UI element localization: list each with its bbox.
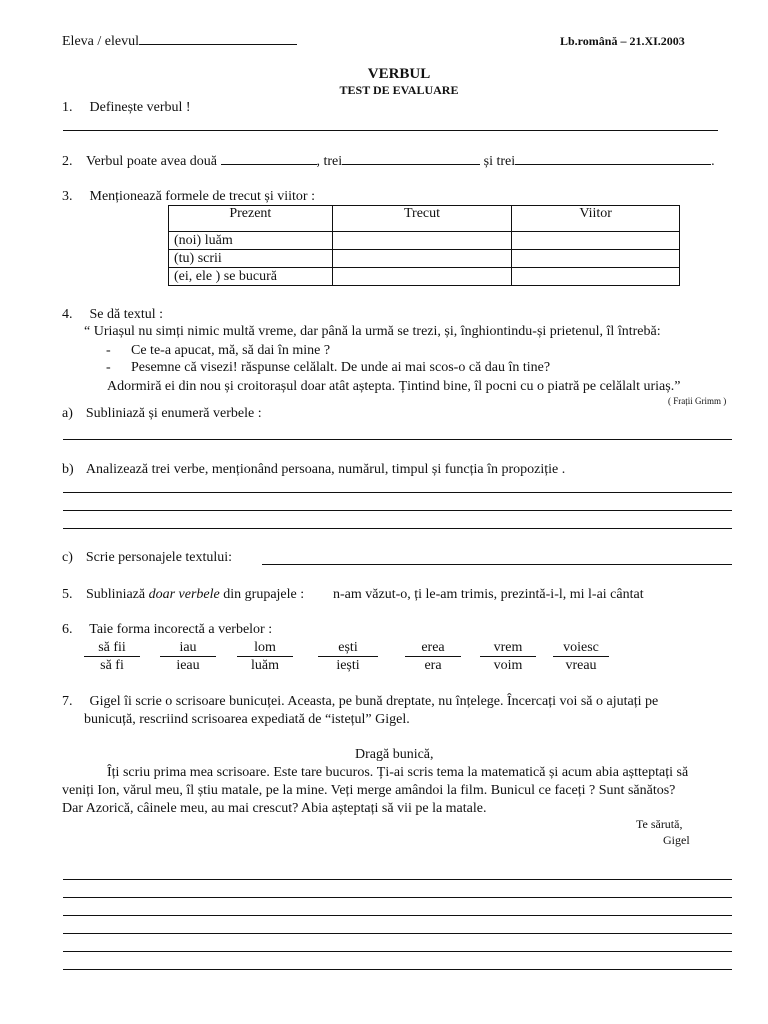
q4-text: Se dă textul : <box>89 307 163 322</box>
answer-line-c[interactable] <box>262 564 732 565</box>
future-answer-cell[interactable] <box>512 232 680 250</box>
col-header-prezent: Prezent <box>169 206 333 232</box>
letter-line-2: veniți Ion, vărul meu, îl știu matale, pe la mine. Veți merge amândoi la film. Bunicul ce faceți ? Sunt sănătos? <box>62 783 676 798</box>
qb-label: b) <box>62 462 74 477</box>
q6-text: Taie forma incorectă a verbelor : <box>89 622 273 637</box>
verb-form-top: erea <box>405 639 461 657</box>
quote-line-2: Ce te-a apucat, mă, să dai în mine ? <box>131 343 331 358</box>
quote-line-3: Pesemne că visezi! răspunse celălalt. De unde ai mai scos-o că dau în tine? <box>131 360 551 375</box>
rewrite-line-5[interactable] <box>63 951 732 952</box>
question-6 <box>62 621 272 638</box>
dialogue-dash: - <box>106 360 111 375</box>
table-row <box>169 268 680 286</box>
rewrite-line-3[interactable] <box>63 915 732 916</box>
answer-line-b1[interactable] <box>63 492 732 493</box>
table-row <box>169 250 680 268</box>
quote-line-1: “ Uriașul nu simți nimic multă vreme, dar până la urmă se trezi, și, înghiontindu-și prietenul, îl întrebă: <box>84 324 661 339</box>
table-row <box>169 232 680 250</box>
letter-signature: Gigel <box>663 833 690 847</box>
page-subtitle: TEST DE EVALUARE <box>339 83 459 97</box>
verb-form-top: ești <box>318 639 378 657</box>
verb-pair-1[interactable] <box>84 639 140 674</box>
verb-pair-6[interactable] <box>480 639 536 674</box>
verb-pair-5[interactable] <box>405 639 461 674</box>
question-5 <box>62 586 304 603</box>
qa-label: a) <box>62 406 73 421</box>
present-form: (ei, ele ) se bucură <box>169 268 333 286</box>
qc-text: Scrie personajele textului: <box>85 550 233 565</box>
verb-form-bottom: era <box>424 658 442 673</box>
verb-pair-3[interactable] <box>237 639 293 674</box>
q2-blank-3[interactable] <box>515 152 711 165</box>
verb-form-bottom: voim <box>493 658 523 673</box>
q1-text: Definește verbul ! <box>89 100 191 115</box>
question-a <box>62 405 262 422</box>
q2-part2: , trei <box>316 154 343 169</box>
page-title: VERBUL <box>367 66 431 82</box>
verb-form-top: să fii <box>84 639 140 657</box>
verb-form-top: iau <box>160 639 216 657</box>
answer-line-b2[interactable] <box>63 510 732 511</box>
student-name-line <box>62 32 297 50</box>
answer-line-q1[interactable] <box>63 130 718 131</box>
verb-form-bottom: iești <box>336 658 360 673</box>
q5-pre: Subliniază <box>86 587 149 602</box>
q2-end: . <box>711 154 715 169</box>
question-b <box>62 461 565 478</box>
q6-number: 6. <box>62 622 73 637</box>
letter-line-3: Dar Azorică, câinele meu, au mai crescut? Abia așteptați să vii pe la matale. <box>62 801 487 816</box>
verb-form-top: lom <box>237 639 293 657</box>
rewrite-line-1[interactable] <box>63 879 732 880</box>
future-answer-cell[interactable] <box>512 268 680 286</box>
present-form: (noi) luăm <box>169 232 333 250</box>
tense-table-header <box>169 206 680 232</box>
verb-form-top: voiesc <box>553 639 609 657</box>
q2-blank-2[interactable] <box>342 152 480 165</box>
qc-label: c) <box>62 550 73 565</box>
col-header-viitor: Viitor <box>512 206 680 232</box>
quote-source: ( Frații Grimm ) <box>668 396 727 406</box>
q7-line-2: bunicuță, rescriind scrisoarea expediată de “istețul” Gigel. <box>84 712 410 727</box>
answer-line-a[interactable] <box>63 439 732 440</box>
answer-line-b3[interactable] <box>63 528 732 529</box>
subject-date: Lb.română – 21.XI.2003 <box>560 34 685 48</box>
rewrite-line-6[interactable] <box>63 969 732 970</box>
rewrite-line-4[interactable] <box>63 933 732 934</box>
question-1 <box>62 99 191 116</box>
letter-line-1: Îți scriu prima mea scrisoare. Este tare bucuros. Ți-ai scris tema la matematică și acum abia aștteptați să <box>107 765 689 780</box>
qb-text: Analizează trei verbe, menționând persoana, numărul, timpul și funcția în propoziție . <box>85 462 566 477</box>
q5-word-groups[interactable]: n-am văzut-o, ți le-am trimis, prezintă-i-l, mi l-ai cântat <box>333 587 644 602</box>
question-4 <box>62 306 163 323</box>
question-7 <box>62 693 658 710</box>
letter-greeting: Dragă bunică, <box>355 747 434 762</box>
q2-part3: și trei <box>483 154 516 169</box>
verb-pair-2[interactable] <box>160 639 216 674</box>
quote-line-4: Adormiră ei din nou și croitorașul doar atât aștepta. Țintind bine, îl pocni cu o piatră pe celălalt uriaș.” <box>107 379 681 394</box>
q3-text: Menționează formele de trecut și viitor : <box>89 189 315 204</box>
q4-number: 4. <box>62 307 73 322</box>
past-answer-cell[interactable] <box>332 250 512 268</box>
q3-number: 3. <box>62 189 73 204</box>
future-answer-cell[interactable] <box>512 250 680 268</box>
student-name-blank[interactable] <box>139 32 297 45</box>
present-form: (tu) scrii <box>169 250 333 268</box>
q2-part1: Verbul poate avea două <box>86 154 217 169</box>
verb-form-bottom: luăm <box>251 658 279 673</box>
q2-number: 2. <box>62 154 73 169</box>
student-label: Eleva / elevul <box>62 34 139 49</box>
letter-closing: Te sărută, <box>636 817 683 831</box>
col-header-trecut: Trecut <box>332 206 512 232</box>
past-answer-cell[interactable] <box>332 268 512 286</box>
question-3 <box>62 188 315 205</box>
rewrite-line-2[interactable] <box>63 897 732 898</box>
q2-blank-1[interactable] <box>221 152 317 165</box>
past-answer-cell[interactable] <box>332 232 512 250</box>
verb-form-bottom: vreau <box>565 658 597 673</box>
q7-number: 7. <box>62 694 73 709</box>
qa-text: Subliniază și enumeră verbele : <box>85 406 262 421</box>
verb-pair-4[interactable] <box>318 639 378 674</box>
q1-number: 1. <box>62 100 73 115</box>
verb-pair-7[interactable] <box>553 639 609 674</box>
q5-post: din grupajele : <box>219 587 305 602</box>
verb-form-top: vrem <box>480 639 536 657</box>
question-c <box>62 549 232 566</box>
verb-form-bottom: ieau <box>176 658 200 673</box>
question-2 <box>62 152 715 170</box>
dialogue-dash: - <box>106 343 111 358</box>
q7-line-1: Gigel îi scrie o scrisoare bunicuței. Aceasta, pe bună dreptate, nu înțelege. Încercați voi să o ajutați pe <box>89 694 659 709</box>
q5-emphasis: doar verbele <box>148 587 220 602</box>
q5-number: 5. <box>62 587 73 602</box>
tense-table <box>168 205 680 286</box>
verb-form-bottom: să fi <box>100 658 124 673</box>
